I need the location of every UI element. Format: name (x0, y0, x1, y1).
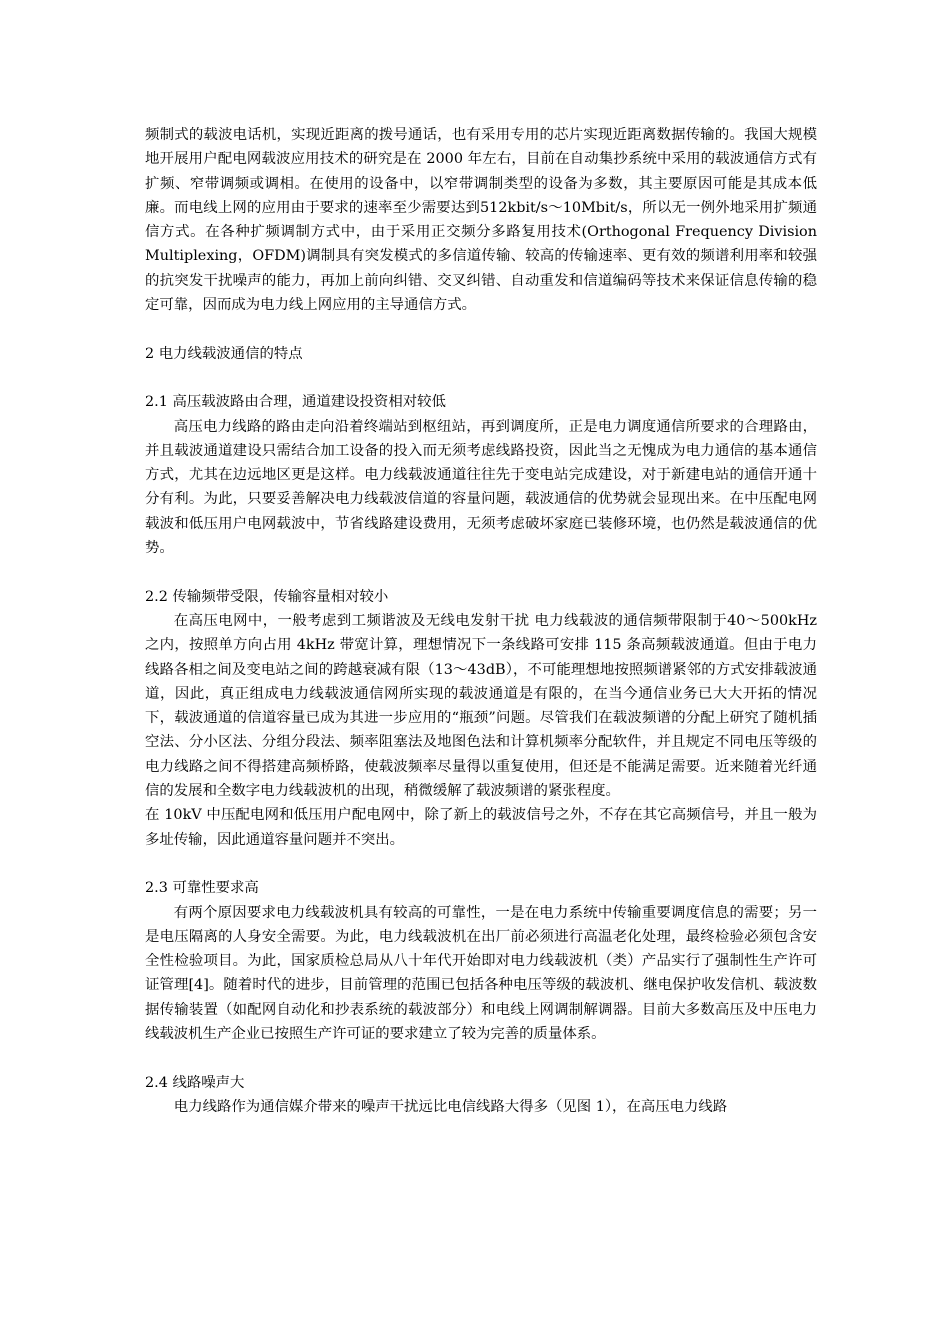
paragraph-2-2a: 在高压电网中，一般考虑到工频谐波及无线电发射干扰 电力线载波的通信频带限制于40～500kHz 之内，按照单方向占用 4kHz 带宽计算，理想情况下一条线路可安排 115 条高频载波通道。但由于电力线路各相之间及变电站之间的跨越衰减有限（13～43dB），不可能理想地按照频谱紧邻的方式安排载波通道，因此，真正组成电力线载波通信网所实现的载波通道是有限的，在当今通信业务已大大开拓的情况下，载波通道的信道容量已成为其进一步应用的“瓶颈”问题。尽管我们在载波频谱的分配上研究了随机插空法、分小区法、分组分段法、频率阻塞法及地图色法和计算机频率分配软件，并且规定不同电压等级的电力线路之间不得搭建高频桥路，使载波频率尽量得以重复使用，但还是不能满足需要。近来随着光纤通信的发展和全数字电力线载波机的出现，稍微缓解了载波频谱的紧张程度。 (145, 612, 817, 800)
paragraph-2-2b: 在 10kV 中压配电网和低压用户配电网中，除了新上的载波信号之外，不存在其它高频信号，并且一般为多址传输，因此通道容量问题并不突出。 (145, 807, 817, 848)
spacer (145, 366, 817, 390)
paragraph-2-3: 有两个原因要求电力线载波机具有较高的可靠性，一是在电力系统中传输重要调度信息的需要；另一是电压隔离的人身安全需要。为此，电力线载波机在出厂前必须进行高温老化处理，最终检验必须包含安全性检验项目。为此，国家质检总局从八十年代开始即对电力线载波机（类）产品实行了强制性生产许可证管理[4]。随着时代的进步，目前管理的范围已包括各种电压等级的载波机、继电保护收发信机、载波数据传输装置（如配网自动化和抄表系统的载波部分）和电线上网调制解调器。目前大多数高压及中压电力线载波机生产企业已按照生产许可证的要求建立了较为完善的质量体系。 (145, 904, 817, 1042)
spacer (145, 560, 817, 584)
heading-2-4: 2.4 线路噪声大 (145, 1074, 245, 1091)
paragraph-2-1: 高压电力线路的路由走向沿着终端站到枢纽站，再到调度所，正是电力调度通信所要求的合理路由，并且载波通道建设只需结合加工设备的投入而无须考虑线路投资，因此当之无愧成为电力通信的基本通信方式，尤其在边远地区更是这样。电力线载波通道往往先于变电站完成建设，对于新建电站的通信开通十分有利。为此，只要妥善解决电力线载波信道的容量问题，载波通信的优势就会显现出来。在中压配电网载波和低压用户电网载波中，节省线路建设费用，无须考虑破坏家庭已装修环境，也仍然是载波通信的优势。 (145, 418, 817, 557)
heading-2-1: 2.1 高压载波路由合理，通道建设投资相对较低 (145, 394, 446, 411)
spacer (145, 317, 817, 341)
document-page (145, 123, 817, 1119)
spacer (145, 852, 817, 876)
heading-section-2: 2 电力线载波通信的特点 (145, 345, 303, 362)
paragraph-2-4: 电力线路作为通信媒介带来的噪声干扰远比电信线路大得多（见图 1），在高压电力线路 (173, 1098, 728, 1115)
paragraph-intro: 频制式的载波电话机，实现近距离的拨号通话，也有采用专用的芯片实现近距离数据传输的。我国大规模地开展用户配电网载波应用技术的研究是在 2000 年左右，目前在自动集抄系统中采用的载波通信方式有扩频、窄带调频或调相。在使用的设备中，以窄带调制类型的设备为多数，其主要原因可能是其成本低廉。而电线上网的应用由于要求的速率至少需要达到512kbit/s～10Mbit/s，所以无一例外地采用扩频通信方式。在各种扩频调制方式中，由于采用正交频分多路复用技术(Orthogonal Frequency Division Multiplexing，OFDM)调制具有突发模式的多信道传输、较高的传输速率、更有效的频谱利用率和较强的抗突发干扰噪声的能力，再加上前向纠错、交叉纠错、自动重发和信道编码等技术来保证信息传输的稳定可靠，因而成为电力线上网应用的主导通信方式。 (145, 127, 817, 314)
spacer (145, 1046, 817, 1070)
heading-2-2: 2.2 传输频带受限，传输容量相对较小 (145, 588, 389, 605)
heading-2-3: 2.3 可靠性要求高 (145, 880, 259, 897)
